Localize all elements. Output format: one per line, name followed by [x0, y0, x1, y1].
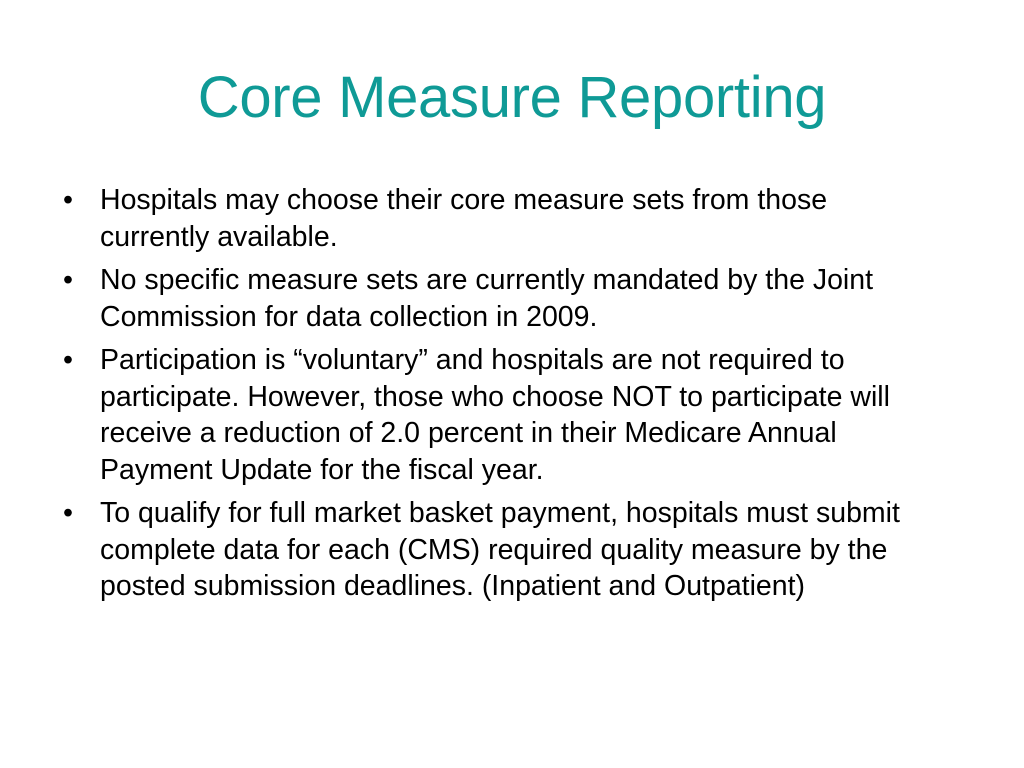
bullet-item: [58, 262, 938, 335]
bullet-text: No specific measure sets are currently mandated by the Joint Commission for data collection in 2009.: [100, 264, 874, 333]
bullet-item: [58, 495, 938, 605]
bullet-text: Participation is “voluntary” and hospitals are not required to participate. However, those who choose NOT to participate will receive a reduction of 2.0 percent in their Medicare Annual Payment Update for the fiscal year.: [100, 344, 890, 486]
bullet-text: To qualify for full market basket payment, hospitals must submit complete data for each (CMS) required quality measure by the posted submission deadlines. (Inpatient and Outpatient): [100, 497, 900, 602]
slide-title: Core Measure Reporting: [197, 65, 827, 130]
bullet-text: Hospitals may choose their core measure sets from those currently available.: [100, 184, 828, 253]
bullet-icon: •: [63, 184, 73, 216]
bullet-icon: •: [63, 344, 73, 376]
bullet-icon: •: [63, 264, 73, 296]
bullet-item: [58, 182, 938, 255]
bullet-icon: •: [63, 497, 73, 529]
bullet-item: [58, 342, 938, 488]
bullet-list: [58, 182, 938, 612]
